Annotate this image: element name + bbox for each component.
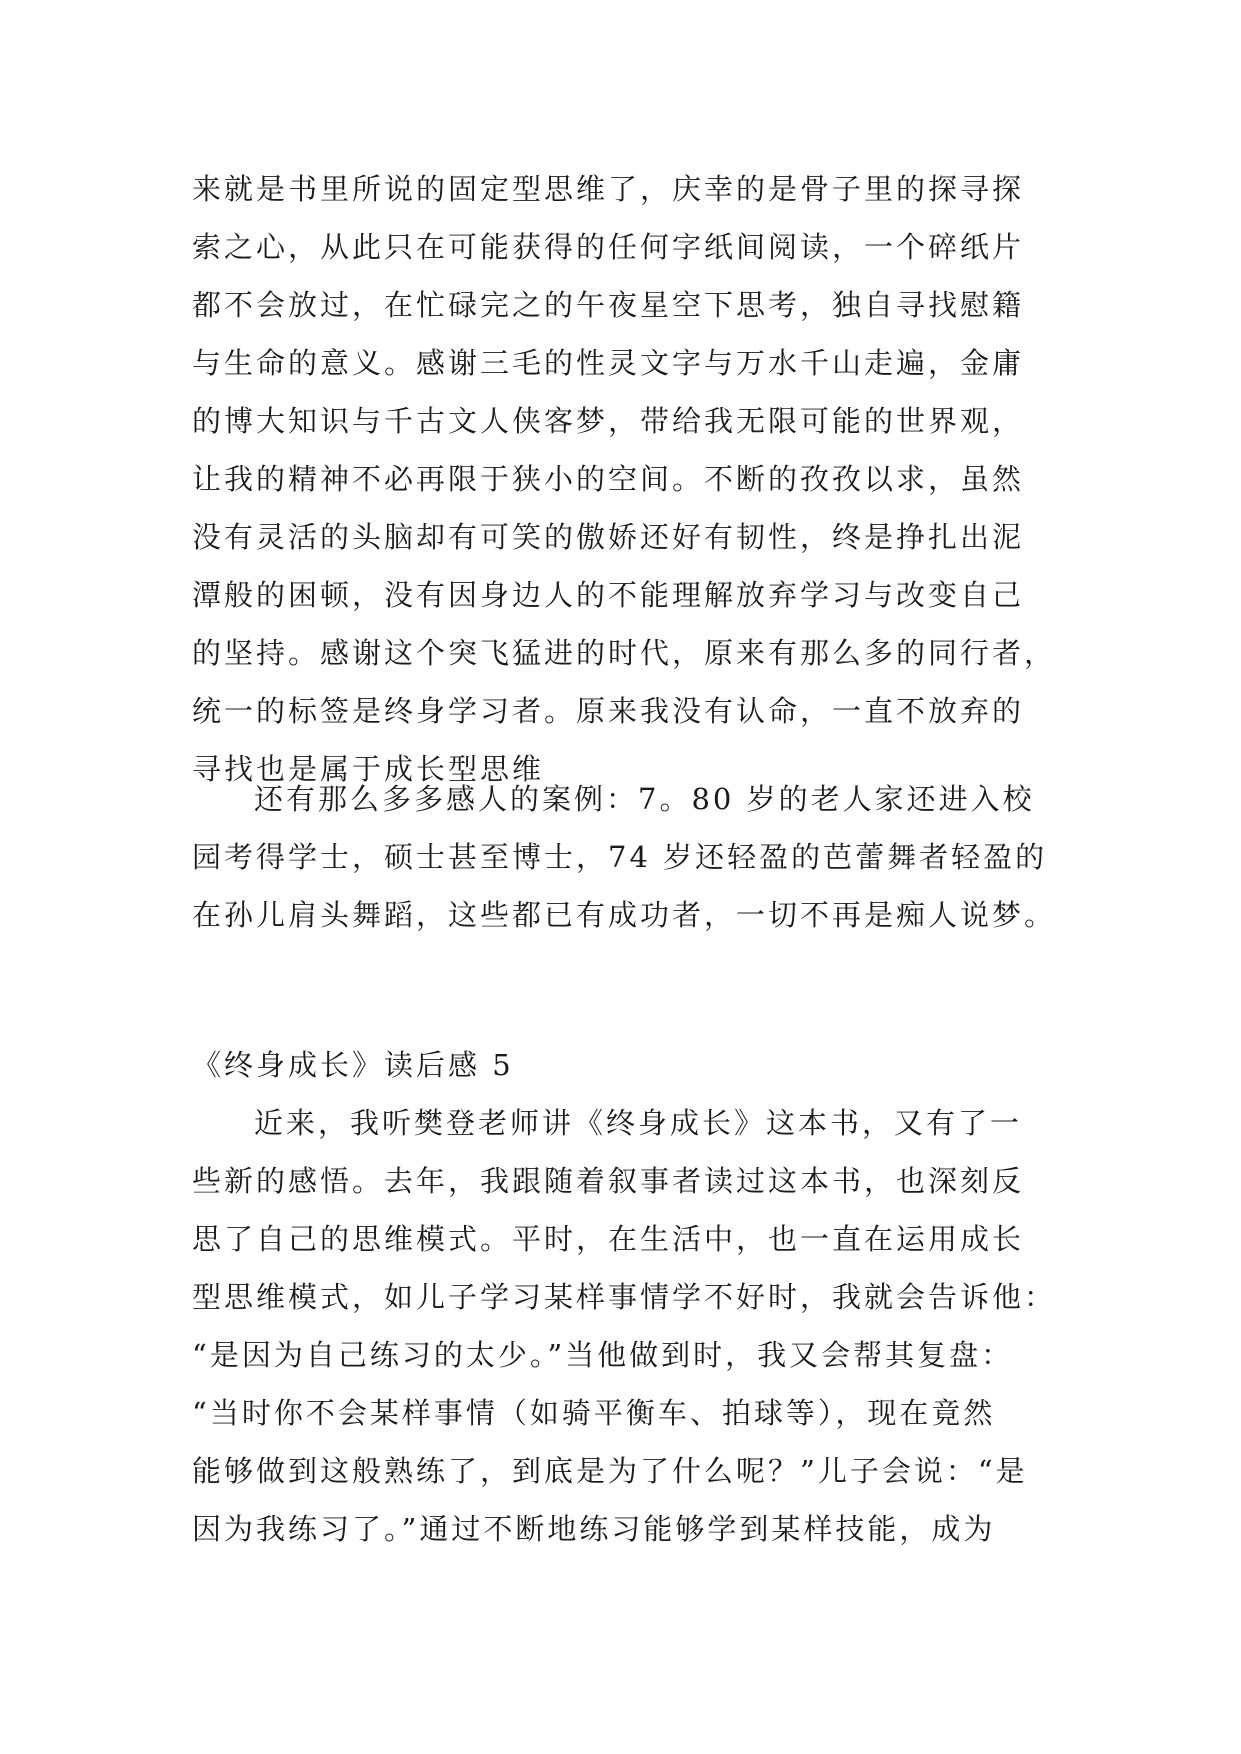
text-line: 型思维模式，如儿子学习某样事情学不好时，我就会告诉他： xyxy=(192,1280,1057,1314)
heading-text: 《终身成长》读后感 5 xyxy=(192,1048,514,1082)
paragraph-continuation xyxy=(192,160,1072,798)
paragraph-reflection xyxy=(192,1094,1072,1558)
text-line: 的博大知识与千古文人侠客梦，带给我无限可能的世界观， xyxy=(192,404,1025,438)
text-line: 些新的感悟。去年，我跟随着叙事者读过这本书，也深刻反 xyxy=(192,1164,1025,1198)
text-line: 能够做到这般熟练了，到底是为了什么呢？”儿子会说：“是 xyxy=(192,1454,1028,1488)
text-line: 让我的精神不必再限于狭小的空间。不断的孜孜以求，虽然 xyxy=(192,462,1025,496)
text-line: “当时你不会某样事情（如骑平衡车、拍球等），现在竟然 xyxy=(192,1396,996,1430)
text-line: 统一的标签是终身学习者。原来我没有认命，一直不放弃的 xyxy=(192,694,1025,728)
text-line: 潭般的困顿，没有因身边人的不能理解放弃学习与改变自己 xyxy=(192,578,1025,612)
text-line: “是因为自己练习的太少。”当他做到时，我又会帮其复盘： xyxy=(192,1338,1014,1372)
text-line: 园考得学士，硕士甚至博士，74 岁还轻盈的芭蕾舞者轻盈的 xyxy=(192,840,1048,874)
text-line: 都不会放过，在忙碌完之的午夜星空下思考，独自寻找慰籍 xyxy=(192,288,1025,322)
text-line: 在孙儿肩头舞蹈，这些都已有成功者，一切不再是痴人说梦。 xyxy=(192,898,1057,932)
section-heading xyxy=(192,1036,1072,1094)
text-line: 与生命的意义。感谢三毛的性灵文字与万水千山走遍，金庸 xyxy=(192,346,1025,380)
text-line: 索之心，从此只在可能获得的任何字纸间阅读，一个碎纸片 xyxy=(192,230,1025,264)
text-line: 没有灵活的头脑却有可笑的傲娇还好有韧性，终是挣扎出泥 xyxy=(192,520,1025,554)
text-line: 近来，我听樊登老师讲《终身成长》这本书，又有了一 xyxy=(254,1106,1023,1140)
text-line: 来就是书里所说的固定型思维了，庆幸的是骨子里的探寻探 xyxy=(192,172,1025,206)
text-line: 的坚持。感谢这个突飞猛进的时代，原来有那么多的同行者， xyxy=(192,636,1057,670)
text-line: 还有那么多多感人的案例：7。80 岁的老人家还进入校 xyxy=(254,782,1035,816)
paragraph-examples xyxy=(192,770,1072,944)
text-line: 思了自己的思维模式。平时，在生活中，也一直在运用成长 xyxy=(192,1222,1025,1256)
text-line: 寻找也是属于成长型思维 xyxy=(192,752,545,786)
text-line: 因为我练习了。”通过不断地练习能够学到某样技能，成为 xyxy=(192,1512,996,1546)
